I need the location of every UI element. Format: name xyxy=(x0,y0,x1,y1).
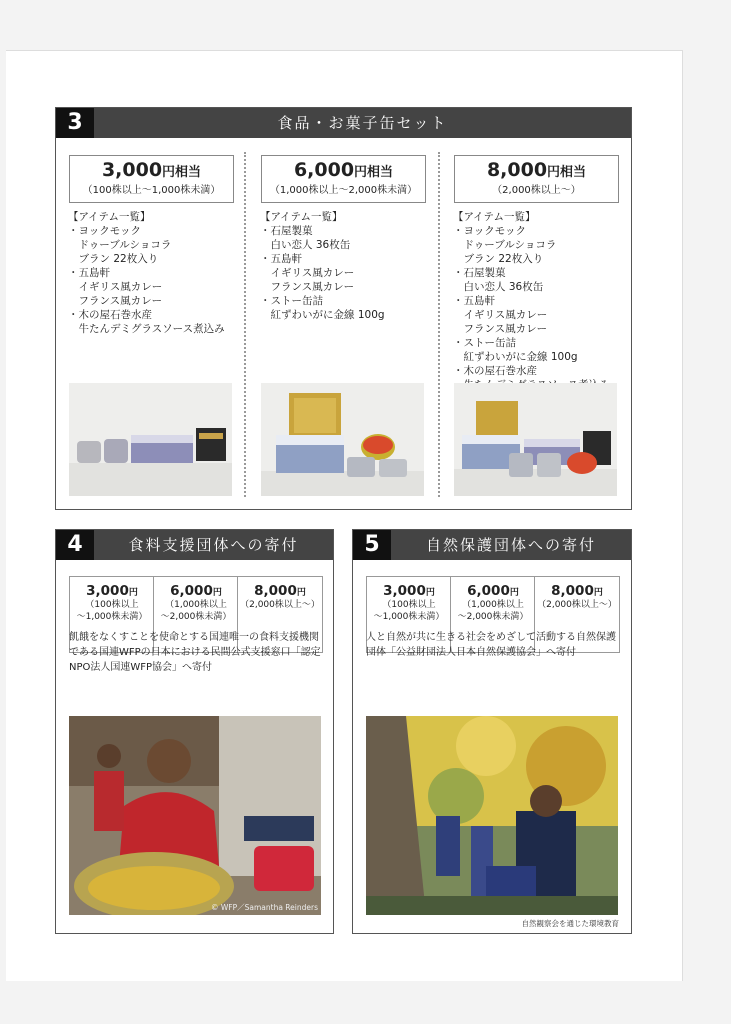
section-5-header xyxy=(353,530,631,560)
price-unit: 円 xyxy=(128,588,138,598)
price-box-8000 xyxy=(454,155,619,203)
section-number: 4 xyxy=(56,530,94,560)
price-amount: 8,000 xyxy=(486,159,548,181)
price-range: （1,000株以上 xyxy=(462,600,524,610)
nature-education-photo xyxy=(366,716,618,915)
price-range: （100株以上 xyxy=(85,600,139,610)
gift-set-photo-3000 xyxy=(69,383,232,496)
price-amount: 3,000 xyxy=(86,583,129,599)
price-amount: 3,000 xyxy=(383,583,426,599)
donation-description: 飢餓をなくすことを使命とする国連唯一の食料支援機関である国連WFPの日本における民間公式支援窓口「認定NPO法人国連WFP協会」へ寄付 xyxy=(69,632,321,673)
price-amount: 8,000 xyxy=(254,583,297,599)
price-range: （1,000株以上 xyxy=(165,600,227,610)
wfp-photo xyxy=(69,716,321,915)
donation-description: 人と自然が共に生きる社会をめざして活動する自然保護団体「公益財団法人日本自然保護協会」へ寄付 xyxy=(366,632,616,658)
price-amount: 3,000 xyxy=(101,159,163,181)
section-number: 5 xyxy=(353,530,391,560)
item-list-6000: 【アイテム一覧】 ・石屋製菓 白い恋人 36枚缶 ・五島軒 イギリス風カレー フランス風カレー ・ストー缶詰 紅ずわいがに金線 100g xyxy=(260,211,385,321)
price-amount: 6,000 xyxy=(467,583,510,599)
price-amount: 8,000 xyxy=(551,583,594,599)
price-unit: 円 xyxy=(593,588,603,598)
gift-set-image xyxy=(261,383,424,496)
price-range: （2,000株以上〜） xyxy=(492,185,581,196)
item-list-8000: 【アイテム一覧】 ・ヨックモック ドゥーブルショコラ ブラン 22枚入り ・石屋製菓 白い恋人 36枚缶 ・五島軒 イギリス風カレー フランス風カレー ・ストー缶詰 紅ずわいがに金線 100g ・木の屋石巻水産 xyxy=(453,211,578,377)
section-number: 3 xyxy=(56,108,94,138)
price-amount: 6,000 xyxy=(293,159,355,181)
gift-set-photo-8000 xyxy=(454,383,617,496)
price-unit: 円 xyxy=(296,588,306,598)
price-range: （100株以上〜1,000株未満） xyxy=(82,185,221,196)
price-unit: 円相当 xyxy=(162,165,202,180)
tier-divider xyxy=(438,152,440,497)
section-title: 食料支援団体への寄付 xyxy=(128,536,299,554)
gift-set-photo-6000 xyxy=(261,383,424,496)
section-3-header xyxy=(56,108,631,138)
price-range-cont: 〜2,000株未満） xyxy=(457,612,529,622)
price-unit: 円相当 xyxy=(354,165,394,180)
price-unit: 円相当 xyxy=(547,165,587,180)
item-list-3000: 【アイテム一覧】 ・ヨックモック ドゥーブルショコラ ブラン 22枚入り ・五島軒 イギリス風カレー フランス風カレー ・木の屋石巻水産 牛たんデミグラスソース煮込み xyxy=(68,211,225,335)
price-unit: 円 xyxy=(212,588,222,598)
photo-credit: © WFP／Samantha Reinders xyxy=(210,903,318,912)
price-range-cont: 〜1,000株未満） xyxy=(373,612,445,622)
school-meal-image xyxy=(69,716,321,915)
price-range-cont: 〜2,000株未満） xyxy=(160,612,232,622)
price-box-6000 xyxy=(261,155,426,203)
price-range: （2,000株以上〜） xyxy=(537,600,617,610)
price-unit: 円 xyxy=(425,588,435,598)
gift-set-image xyxy=(454,383,617,496)
section-4-food-aid-donation xyxy=(55,529,334,934)
section-5-nature-donation xyxy=(352,529,632,934)
section-4-header xyxy=(56,530,333,560)
price-range-cont: 〜1,000株未満） xyxy=(76,612,148,622)
price-unit: 円 xyxy=(509,588,519,598)
section-title: 食品・お菓子缶セット xyxy=(277,114,448,132)
tier-divider xyxy=(244,152,246,497)
price-box-3000 xyxy=(69,155,234,203)
price-amount: 6,000 xyxy=(170,583,213,599)
gift-set-image xyxy=(69,383,232,496)
section-3-food-sets xyxy=(55,107,632,510)
photo-caption: 自然観察会を通じた環境教育 xyxy=(521,919,619,928)
price-range: （2,000株以上〜） xyxy=(240,600,320,610)
section-title: 自然保護団体への寄付 xyxy=(425,536,596,554)
price-range: （1,000株以上〜2,000株未満） xyxy=(269,185,418,196)
price-range: （100株以上 xyxy=(382,600,436,610)
forest-observation-image xyxy=(366,716,618,915)
